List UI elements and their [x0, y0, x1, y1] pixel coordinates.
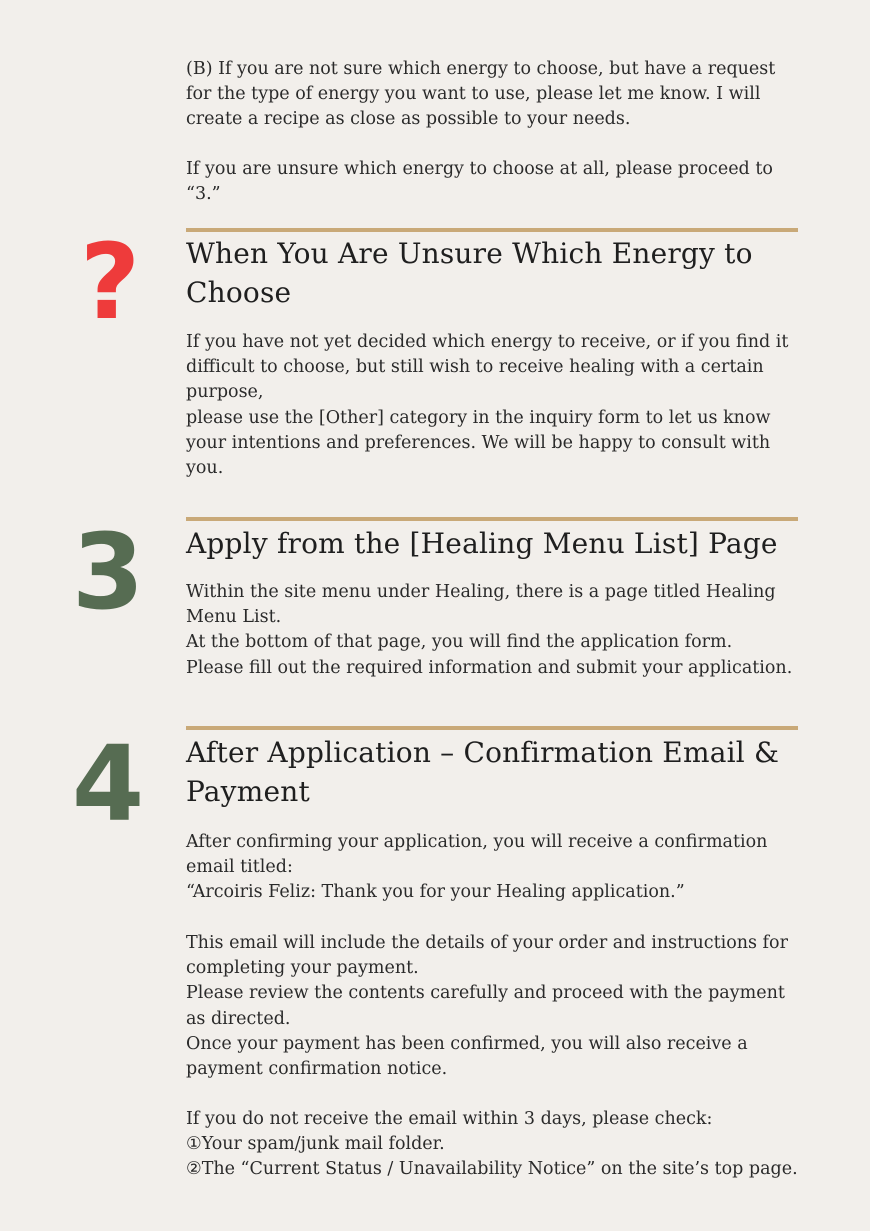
section-unsure-heading: When You Are Unsure Which Energy to Choose [186, 237, 753, 309]
section-4-heading: After Application – Confirmation Email & Payment [186, 736, 780, 808]
intro-unsure-note: If you are unsure which energy to choose at all, please proceed to “3.” [186, 159, 773, 205]
question-mark-icon: ? [79, 221, 141, 343]
step-number-4: 4 [71, 723, 145, 845]
section-4-body-confirmation: After confirming your application, you will receive a confirmation email titled: “Arcoiris Feliz: Thank you for your Healing application.” [186, 832, 768, 903]
section-divider [186, 228, 798, 232]
section-4-body-check: If you do not receive the email within 3 days, please check: ①Your spam/junk mail folder. ②The “Current Status / Unavailability Notice” on the site’s top page. [186, 1109, 798, 1180]
section-divider [186, 726, 798, 730]
section-divider [186, 517, 798, 521]
intro-option-b-text: (B) If you are not sure which energy to choose, but have a request for the type of energy you want to use, please let me know. I will create a recipe as close as possible to your needs. [186, 59, 776, 130]
step-number-3: 3 [71, 511, 145, 633]
section-unsure-body: If you have not yet decided which energy to receive, or if you find it difficult to choose, but still wish to receive healing with a certain purpose, please use the [Other] category in the inquiry form to let us know your intentions and preferences. We will be happy to consult with you. [186, 332, 789, 479]
section-3-heading: Apply from the [Healing Menu List] Page [186, 527, 778, 560]
section-4-body-payment: This email will include the details of your order and instructions for completing your payment. Please review the contents carefully and proceed with the payment as directed. Once your payment has been confirmed, you will also receive a payment confirmation notice. [186, 933, 788, 1080]
section-3-body: Within the site menu under Healing, there is a page titled Healing Menu List. At the bottom of that page, you will find the application form. Please fill out the required information and submit your application. [186, 582, 793, 678]
